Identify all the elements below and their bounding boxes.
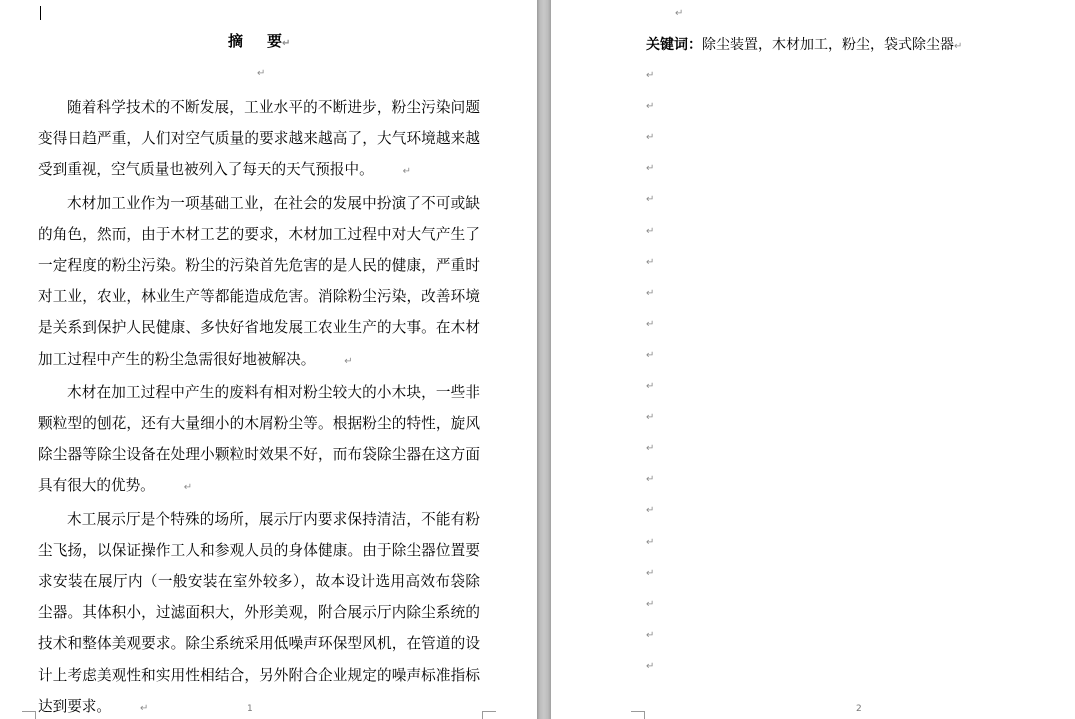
paragraph-mark-icon: ↵ [646, 598, 655, 610]
paragraph-mark-icon: ↵ [646, 412, 655, 424]
paragraph-text: 木工展示厅是个特殊的场所，展示厅内要求保持清洁，不能有粉尘飞扬，以保证操作工人和参观人员的身体健康。由于除尘器位置要求安装在展厅内（一般安装在室外较多），故本设计选用高效布袋除尘器。其体积小，过滤面积大，外形美观，附合展示厅内除尘系统的技术和整体美观要求。除尘系统采用低噪声环保型风机，在管道的设计上考虑美观性和实用性相结合，另外附合企业规定的噪声标准指标达到要求。 [38, 510, 480, 715]
paragraph-mark-icon: ↵ [646, 536, 655, 548]
page-corner-mark [482, 711, 496, 719]
paragraph-mark-icon: ↵ [139, 702, 149, 714]
abstract-paragraph-2[interactable] [38, 188, 480, 377]
page-gutter [537, 0, 551, 719]
paragraph-mark-icon: ↵ [646, 349, 655, 361]
page-number: 2 [856, 704, 862, 714]
paragraph-mark-icon: ↵ [646, 381, 655, 392]
paragraph-mark-icon: ↵ [646, 70, 655, 81]
paragraph-mark-icon: ↵ [646, 567, 655, 579]
paragraph-mark-icon: ↵ [646, 660, 655, 672]
title-char-1: 摘 [228, 32, 244, 50]
page-number: 1 [247, 704, 253, 714]
paragraph-mark-icon: ↵ [646, 443, 655, 455]
paragraph-mark-icon: ↵ [646, 318, 655, 330]
keywords-text: 除尘装置，木材加工，粉尘，袋式除尘器 [702, 37, 954, 53]
paragraph-mark-icon: ↵ [646, 287, 655, 299]
paragraph-mark-icon: ↵ [183, 482, 193, 494]
paragraph-mark-icon: ↵ [646, 474, 655, 486]
paragraph-mark-icon: ↵ [646, 194, 655, 206]
paragraph-mark-icon: ↵ [282, 38, 291, 49]
keywords-label: 关键词： [646, 37, 702, 53]
abstract-body[interactable] [38, 92, 480, 719]
page-corner-mark [631, 711, 645, 719]
abstract-paragraph-4[interactable] [38, 504, 480, 719]
text-cursor [40, 6, 41, 20]
paragraph-mark-icon: ↵ [675, 8, 684, 19]
paragraph-mark-icon: ↵ [646, 225, 655, 237]
paragraph-text: 随着科学技术的不断发展，工业水平的不断进步，粉尘污染问题变得日趋严重，人们对空气质量的要求越来越高了，大气环境越来越受到重视，空气质量也被列入了每天的天气预报中。 [38, 99, 480, 179]
page-corner-mark [22, 711, 36, 719]
paragraph-mark-icon: ↵ [646, 629, 655, 641]
paragraph-mark-icon: ↵ [646, 256, 655, 268]
paragraph-mark-icon: ↵ [402, 166, 412, 178]
paragraph-text: 木材在加工过程中产生的废料有相对粉尘较大的小木块，一些非颗粒型的刨花，还有大量细小的木屑粉尘等。根据粉尘的特性，旋风除尘器等除尘设备在处理小颗粒时效果不好，而布袋除尘器在这方面具有很大的优势。 [38, 383, 480, 495]
document-page-2[interactable] [551, 0, 1075, 719]
paragraph-mark-icon: ↵ [646, 163, 655, 175]
abstract-title[interactable] [228, 30, 290, 51]
title-char-2: 要 [267, 32, 283, 50]
document-page-1[interactable] [0, 0, 537, 719]
paragraph-text: 木材加工业作为一项基础工业，在社会的发展中扮演了不可或缺的角色，然而，由于木材工艺的要求，木材加工过程中对大气产生了一定程度的粉尘污染。粉尘的污染首先危害的是人民的健康，严重时对工业，农业，林业生产等都能造成危害。消除粉尘污染，改善环境是关系到保护人民健康、多快好省地发展工农业生产的大事。在木材加工过程中产生的粉尘急需很好地被解决。 [38, 194, 480, 368]
keywords-line[interactable] [646, 34, 962, 54]
abstract-paragraph-1[interactable] [38, 92, 480, 188]
abstract-paragraph-3[interactable] [38, 377, 480, 504]
paragraph-mark-icon: ↵ [646, 101, 655, 113]
paragraph-mark-icon: ↵ [954, 41, 963, 52]
paragraph-mark-icon: ↵ [344, 355, 353, 367]
paragraph-mark-icon: ↵ [257, 68, 266, 79]
paragraph-mark-icon: ↵ [646, 505, 655, 517]
paragraph-mark-icon: ↵ [646, 132, 655, 144]
